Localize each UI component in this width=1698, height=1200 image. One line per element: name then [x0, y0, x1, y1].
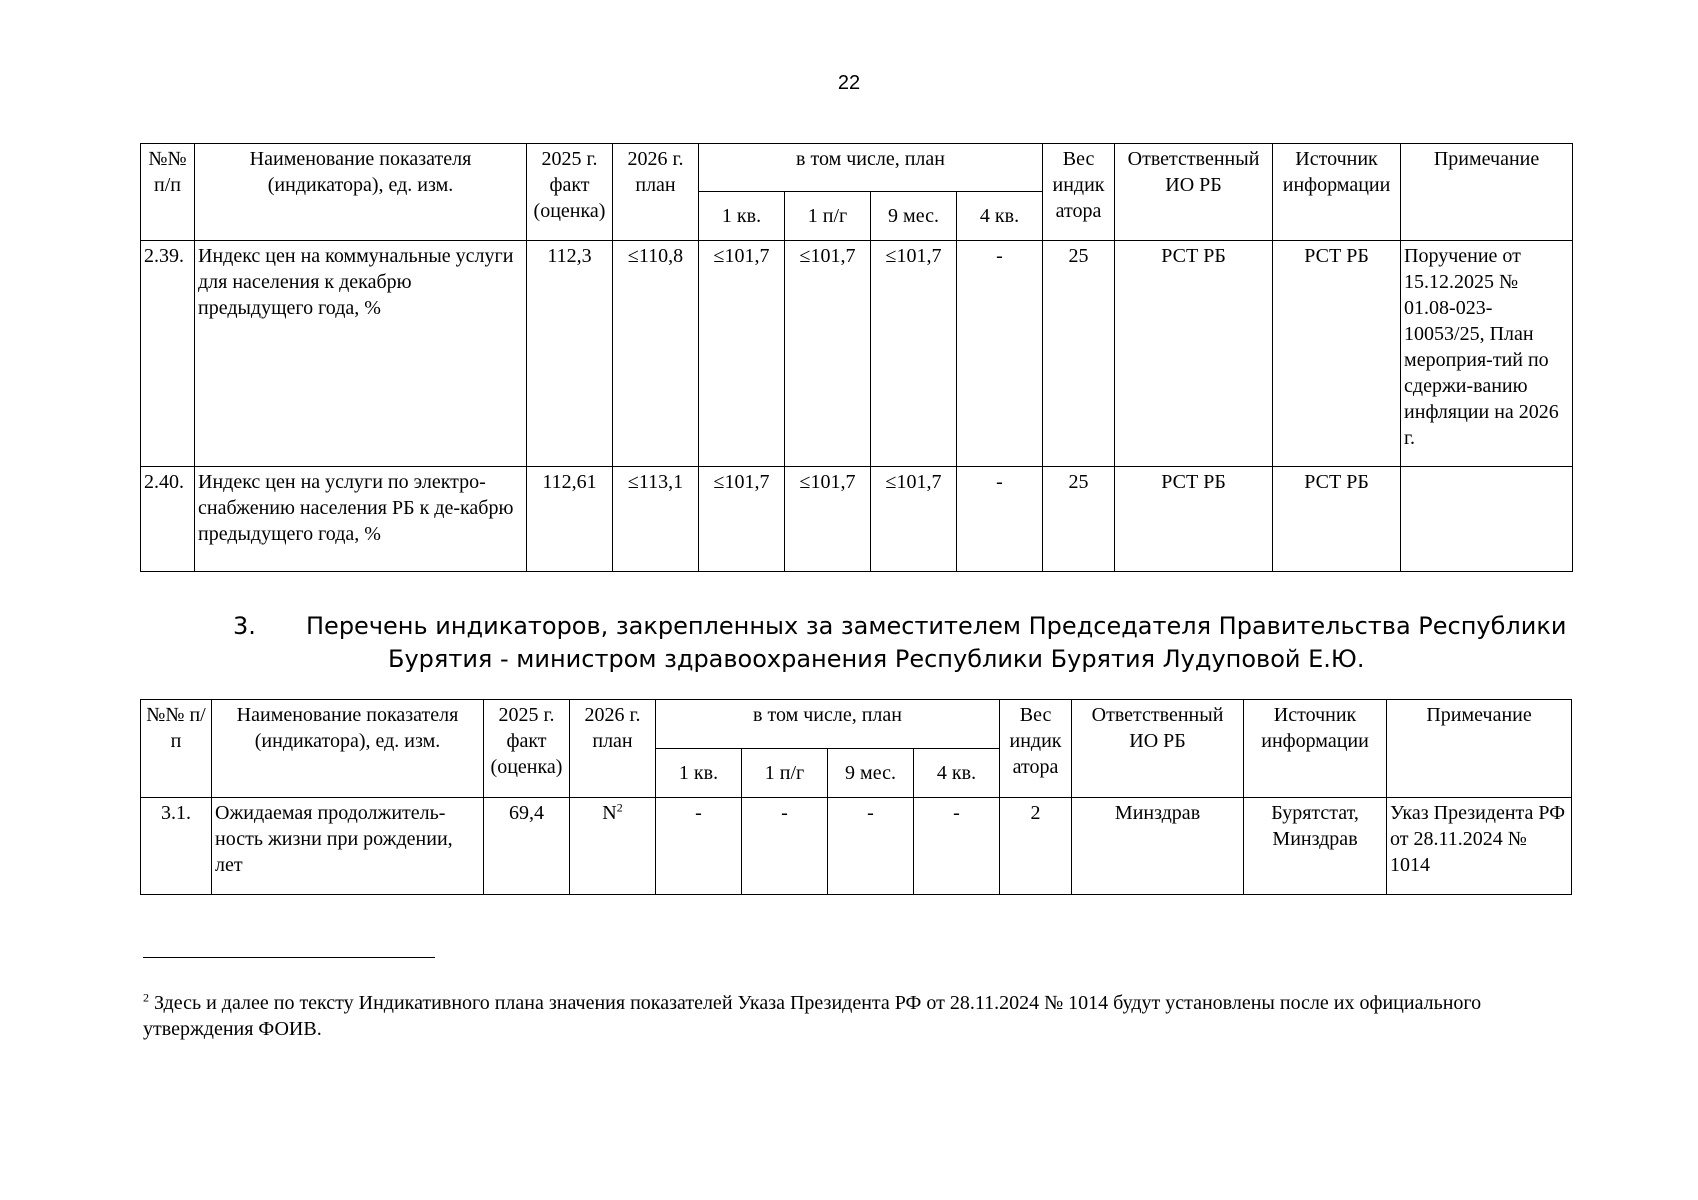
- footnote-mark: 2: [143, 990, 149, 1005]
- row-plan: [570, 798, 656, 895]
- row-weight: 2: [1000, 798, 1072, 895]
- header-q4: 4 кв.: [957, 192, 1043, 241]
- header-q1: 1 кв.: [656, 749, 742, 798]
- row-name: Индекс цен на услуги по электро-снабжению населения РБ к де-кабрю предыдущего года, %: [195, 467, 527, 572]
- indicators-table-section-2: [140, 143, 1573, 572]
- row-q4: -: [957, 241, 1043, 467]
- row-responsible: РСТ РБ: [1115, 467, 1273, 572]
- row-note: Указ Президента РФ от 28.11.2024 № 1014: [1387, 798, 1572, 895]
- table-row: [141, 241, 1573, 467]
- header-num: №№ п/п: [141, 144, 195, 241]
- header-incl-plan: в том числе, план: [699, 144, 1043, 192]
- header-plan: 2026 г. план: [570, 700, 656, 798]
- row-responsible: РСТ РБ: [1115, 241, 1273, 467]
- header-plan: 2026 г. план: [613, 144, 699, 241]
- footnote-ref: 2: [616, 800, 623, 815]
- row-m9: ≤101,7: [871, 241, 957, 467]
- header-h1: 1 п/г: [785, 192, 871, 241]
- row-responsible: Минздрав: [1072, 798, 1244, 895]
- row-q4: -: [957, 467, 1043, 572]
- header-fact: 2025 г. факт (оценка): [527, 144, 613, 241]
- row-note: Поручение от 15.12.2025 № 01.08-023-10053/25, План мероприя-тий по сдержи-ванию инфляции на 2026 г.: [1401, 241, 1573, 467]
- row-name: Индекс цен на коммунальные услуги для населения к декабрю предыдущего года, %: [195, 241, 527, 467]
- header-q4: 4 кв.: [914, 749, 1000, 798]
- row-num: 3.1.: [141, 798, 212, 895]
- row-source: Бурятстат, Минздрав: [1244, 798, 1387, 895]
- row-h1: ≤101,7: [785, 241, 871, 467]
- row-fact: 112,3: [527, 241, 613, 467]
- header-name: Наименование показателя (индикатора), ед. изм.: [195, 144, 527, 241]
- row-plan: ≤110,8: [613, 241, 699, 467]
- row-h1: -: [742, 798, 828, 895]
- row-source: РСТ РБ: [1273, 467, 1401, 572]
- row-note: [1401, 467, 1573, 572]
- row-h1: ≤101,7: [785, 467, 871, 572]
- row-weight: 25: [1043, 467, 1115, 572]
- row-name: Ожидаемая продолжитель-ность жизни при рождении, лет: [212, 798, 484, 895]
- header-incl-plan: в том числе, план: [656, 700, 1000, 749]
- table-row: [141, 467, 1573, 572]
- row-plan: ≤113,1: [613, 467, 699, 572]
- header-weight: Вес индик атора: [1043, 144, 1115, 241]
- row-weight: 25: [1043, 241, 1115, 467]
- row-q1: ≤101,7: [699, 241, 785, 467]
- header-m9: 9 мес.: [828, 749, 914, 798]
- indicators-table-section-3: [140, 699, 1572, 895]
- section-title-line-2: Бурятия - министром здравоохранения Республики Бурятия Лудуповой Е.Ю.: [388, 645, 1365, 673]
- row-num: 2.39.: [141, 241, 195, 467]
- header-responsible: Ответственный ИО РБ: [1115, 144, 1273, 241]
- header-fact: 2025 г. факт (оценка): [484, 700, 570, 798]
- row-source: РСТ РБ: [1273, 241, 1401, 467]
- section-3-heading: [140, 610, 1572, 676]
- row-fact: 69,4: [484, 798, 570, 895]
- header-responsible: Ответственный ИО РБ: [1072, 700, 1244, 798]
- row-q4: -: [914, 798, 1000, 895]
- row-fact: 112,61: [527, 467, 613, 572]
- header-source: Источник информации: [1244, 700, 1387, 798]
- header-note: Примечание: [1401, 144, 1573, 241]
- row-m9: -: [828, 798, 914, 895]
- header-weight: Вес индик атора: [1000, 700, 1072, 798]
- header-m9: 9 мес.: [871, 192, 957, 241]
- row-num: 2.40.: [141, 467, 195, 572]
- header-q1: 1 кв.: [699, 192, 785, 241]
- header-note: Примечание: [1387, 700, 1572, 798]
- footnote-text: Здесь и далее по тексту Индикативного плана значения показателей Указа Президента РФ от 28.11.2024 № 1014 будут установлены после их официального утверждения ФОИВ.: [143, 992, 1482, 1040]
- footnote: [143, 990, 1563, 1042]
- row-q1: ≤101,7: [699, 467, 785, 572]
- header-name: Наименование показателя (индикатора), ед. изм.: [212, 700, 484, 798]
- footnote-separator: [143, 957, 435, 958]
- page-number: 22: [837, 72, 861, 94]
- section-title-line-1: Перечень индикаторов, закрепленных за заместителем Председателя Правительства Республики: [306, 612, 1567, 640]
- header-source: Источник информации: [1273, 144, 1401, 241]
- header-num: №№ п/п: [141, 700, 212, 798]
- header-h1: 1 п/г: [742, 749, 828, 798]
- row-q1: -: [656, 798, 742, 895]
- table-row: [141, 798, 1572, 895]
- section-number: 3.: [233, 612, 256, 640]
- row-plan-value: N: [602, 802, 617, 824]
- row-m9: ≤101,7: [871, 467, 957, 572]
